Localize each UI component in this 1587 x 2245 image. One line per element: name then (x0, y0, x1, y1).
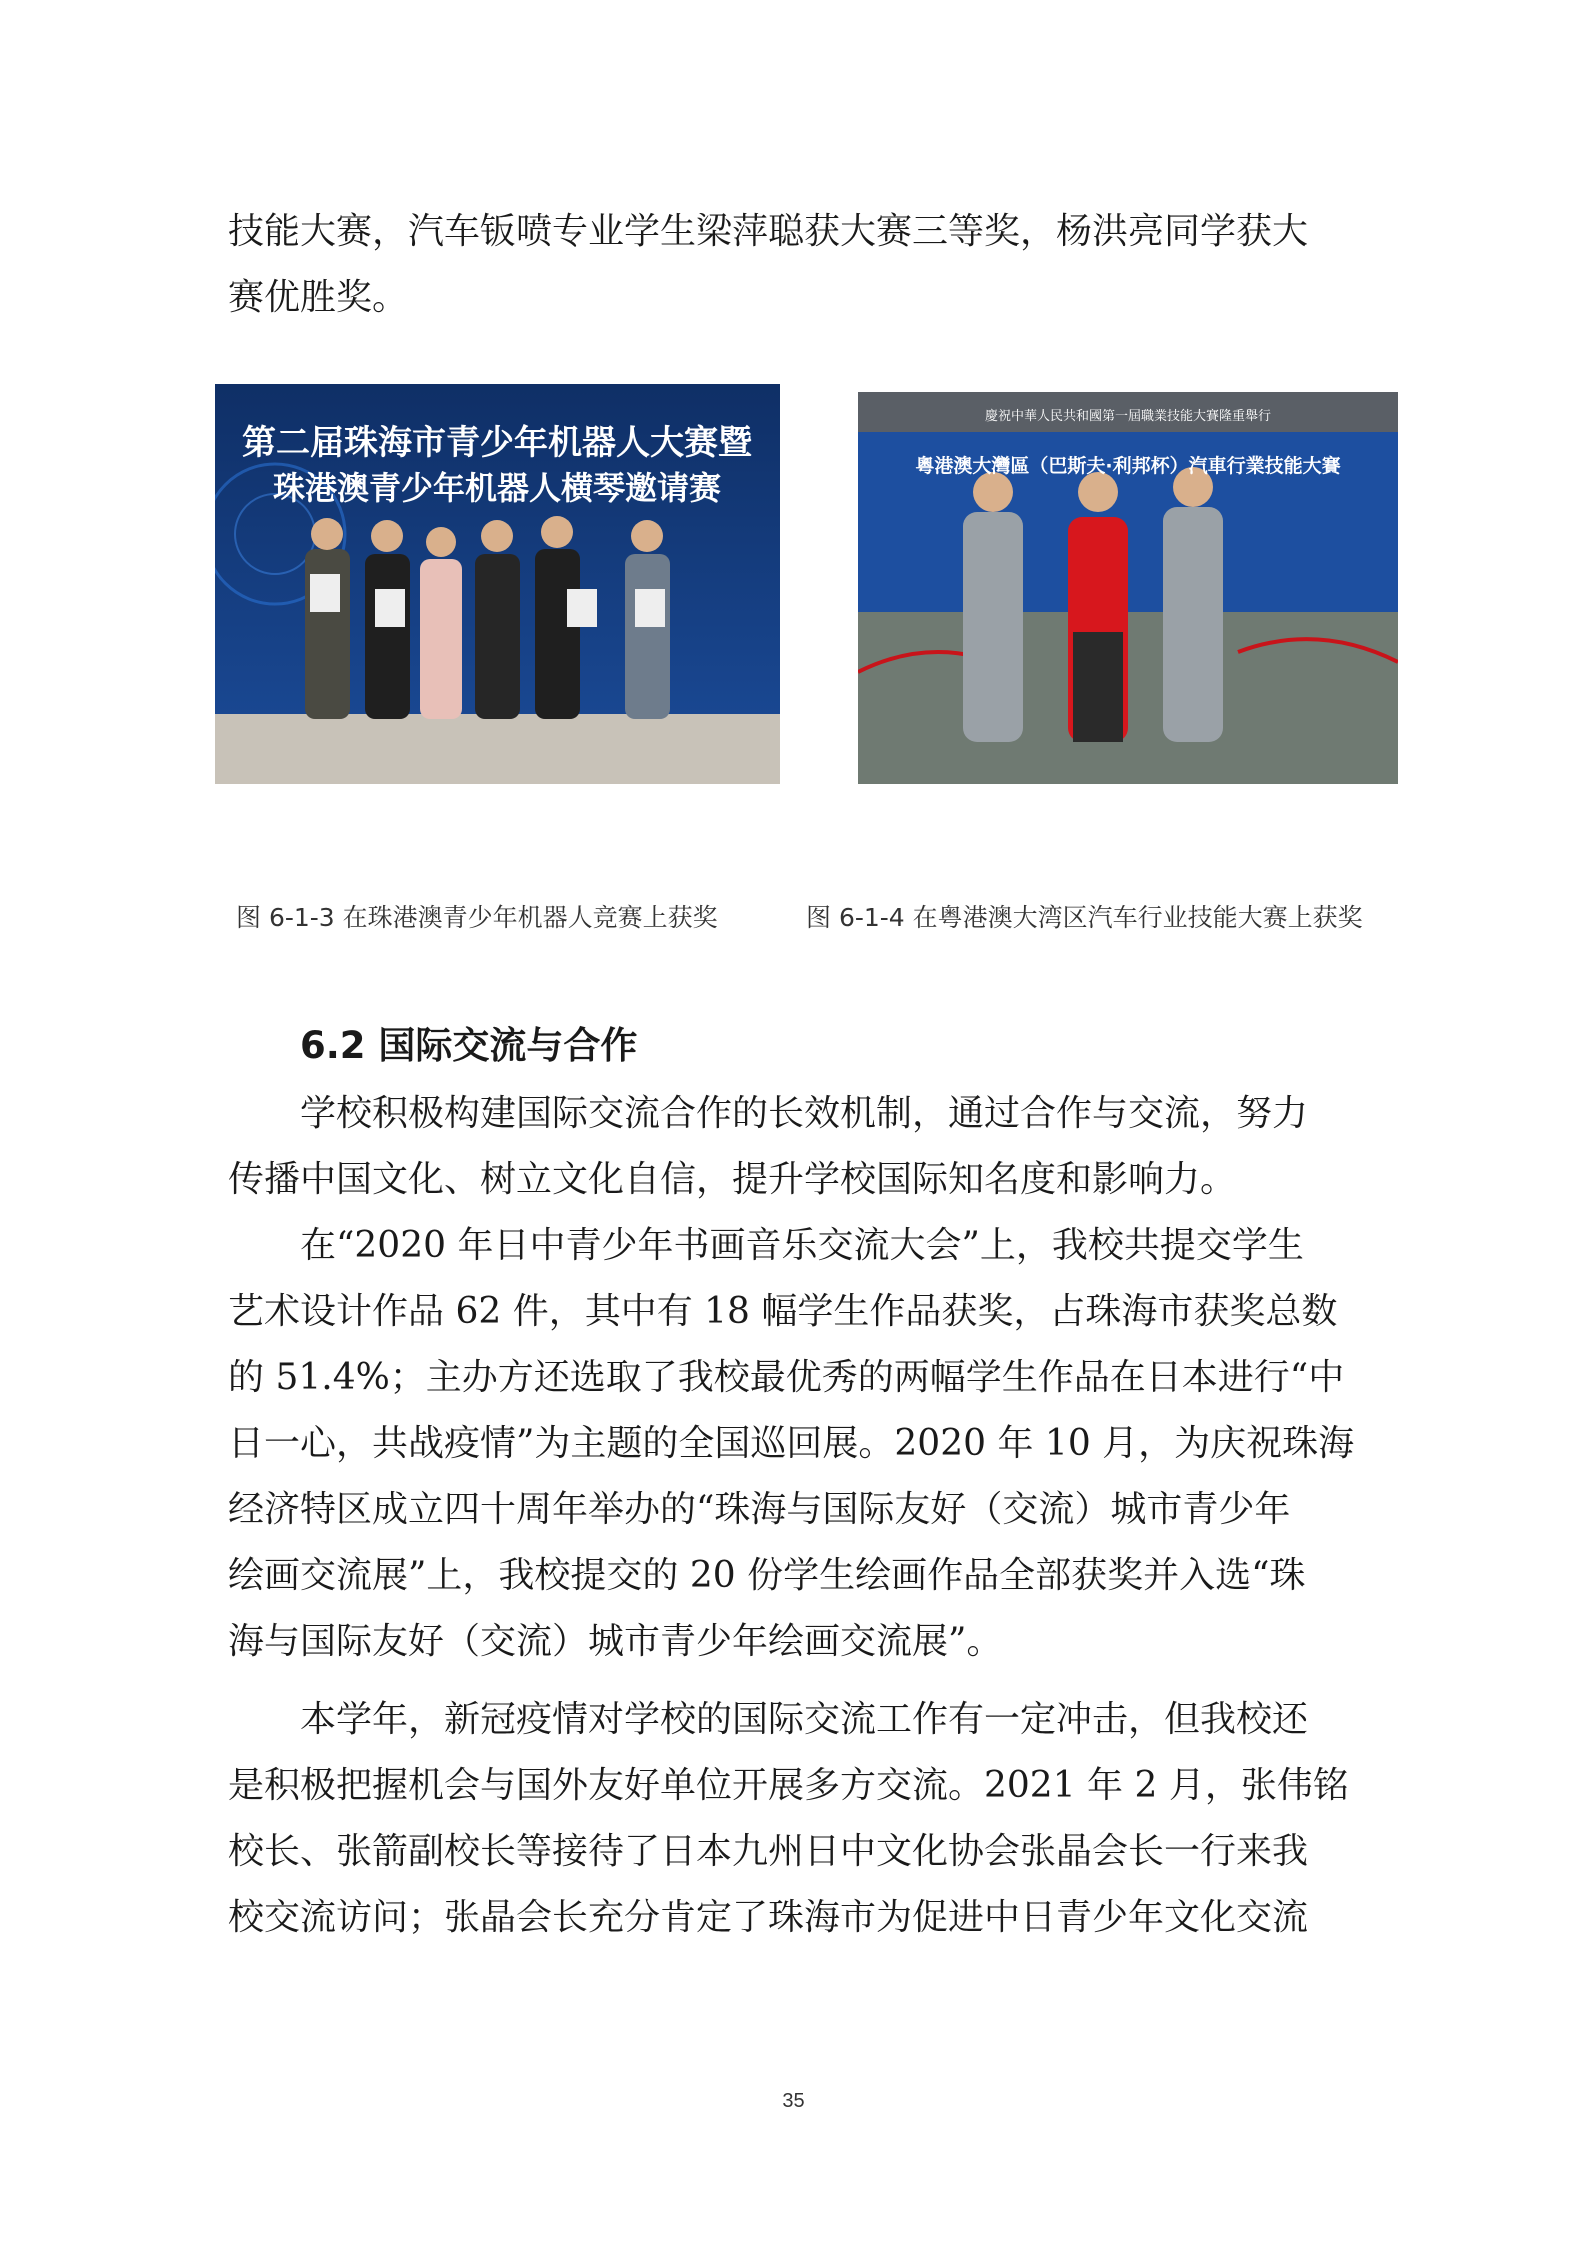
photo-auto-banner-main: 粵港澳大灣區（巴斯夫·利邦杯）汽車行業技能大賽 (915, 455, 1341, 477)
paragraph-2-line-5: 经济特区成立四十周年举办的“珠海与国际友好（交流）城市青少年 (228, 1489, 1291, 1530)
photo-auto-award (858, 392, 1398, 784)
photo-auto-image (858, 392, 1398, 784)
paragraph-2-line-1: 在“2020 年日中青少年书画音乐交流大会”上，我校共提交学生 (300, 1225, 1304, 1266)
photo-robotics-banner-2: 珠港澳青少年机器人横琴邀请赛 (272, 469, 722, 507)
paragraph-2-line-4: 日一心，共战疫情”为主题的全国巡回展。2020 年 10 月，为庆祝珠海 (228, 1423, 1355, 1464)
paragraph-2-line-3: 的 51.4%；主办方还选取了我校最优秀的两幅学生作品在日本进行“中 (228, 1357, 1345, 1398)
photo-robotics-award (215, 384, 780, 784)
caption-photo-2: 图 6-1-4 在粤港澳大湾区汽车行业技能大赛上获奖 (806, 903, 1363, 932)
paragraph-3-line-3: 校长、张箭副校长等接待了日本九州日中文化协会张晶会长一行来我 (228, 1831, 1309, 1872)
paragraph-2-line-7: 海与国际友好（交流）城市青少年绘画交流展”。 (228, 1621, 1003, 1662)
paragraph-2-line-6: 绘画交流展”上，我校提交的 20 份学生绘画作品全部获奖并入选“珠 (228, 1555, 1306, 1596)
page-number: 35 (782, 2090, 805, 2112)
paragraph-1-line-2: 传播中国文化、树立文化自信，提升学校国际知名度和影响力。 (228, 1159, 1237, 1200)
photo-robotics-image (215, 384, 780, 784)
paragraph-1-line-1: 学校积极构建国际交流合作的长效机制，通过合作与交流，努力 (300, 1093, 1309, 1134)
paragraph-3-line-1: 本学年，新冠疫情对学校的国际交流工作有一定冲击，但我校还 (300, 1699, 1309, 1740)
paragraph-3-line-2: 是积极把握机会与国外友好单位开展多方交流。2021 年 2 月，张伟铭 (228, 1765, 1349, 1806)
intro-line-1: 技能大赛，汽车钣喷专业学生梁萍聪获大赛三等奖，杨洪亮同学获大 (228, 211, 1309, 252)
section-heading: 6.2 国际交流与合作 (300, 1024, 638, 1067)
paragraph-3-line-4: 校交流访问；张晶会长充分肯定了珠海市为促进中日青少年文化交流 (228, 1897, 1309, 1938)
caption-photo-1: 图 6-1-3 在珠港澳青少年机器人竞赛上获奖 (236, 903, 718, 932)
photo-auto-banner-top: 慶祝中華人民共和國第一屆職業技能大賽隆重舉行 (984, 409, 1272, 424)
intro-line-2: 赛优胜奖。 (228, 277, 409, 318)
paragraph-2-line-2: 艺术设计作品 62 件，其中有 18 幅学生作品获奖，占珠海市获奖总数 (228, 1291, 1338, 1332)
photo-robotics-banner-1: 第二届珠海市青少年机器人大赛暨 (242, 423, 752, 463)
